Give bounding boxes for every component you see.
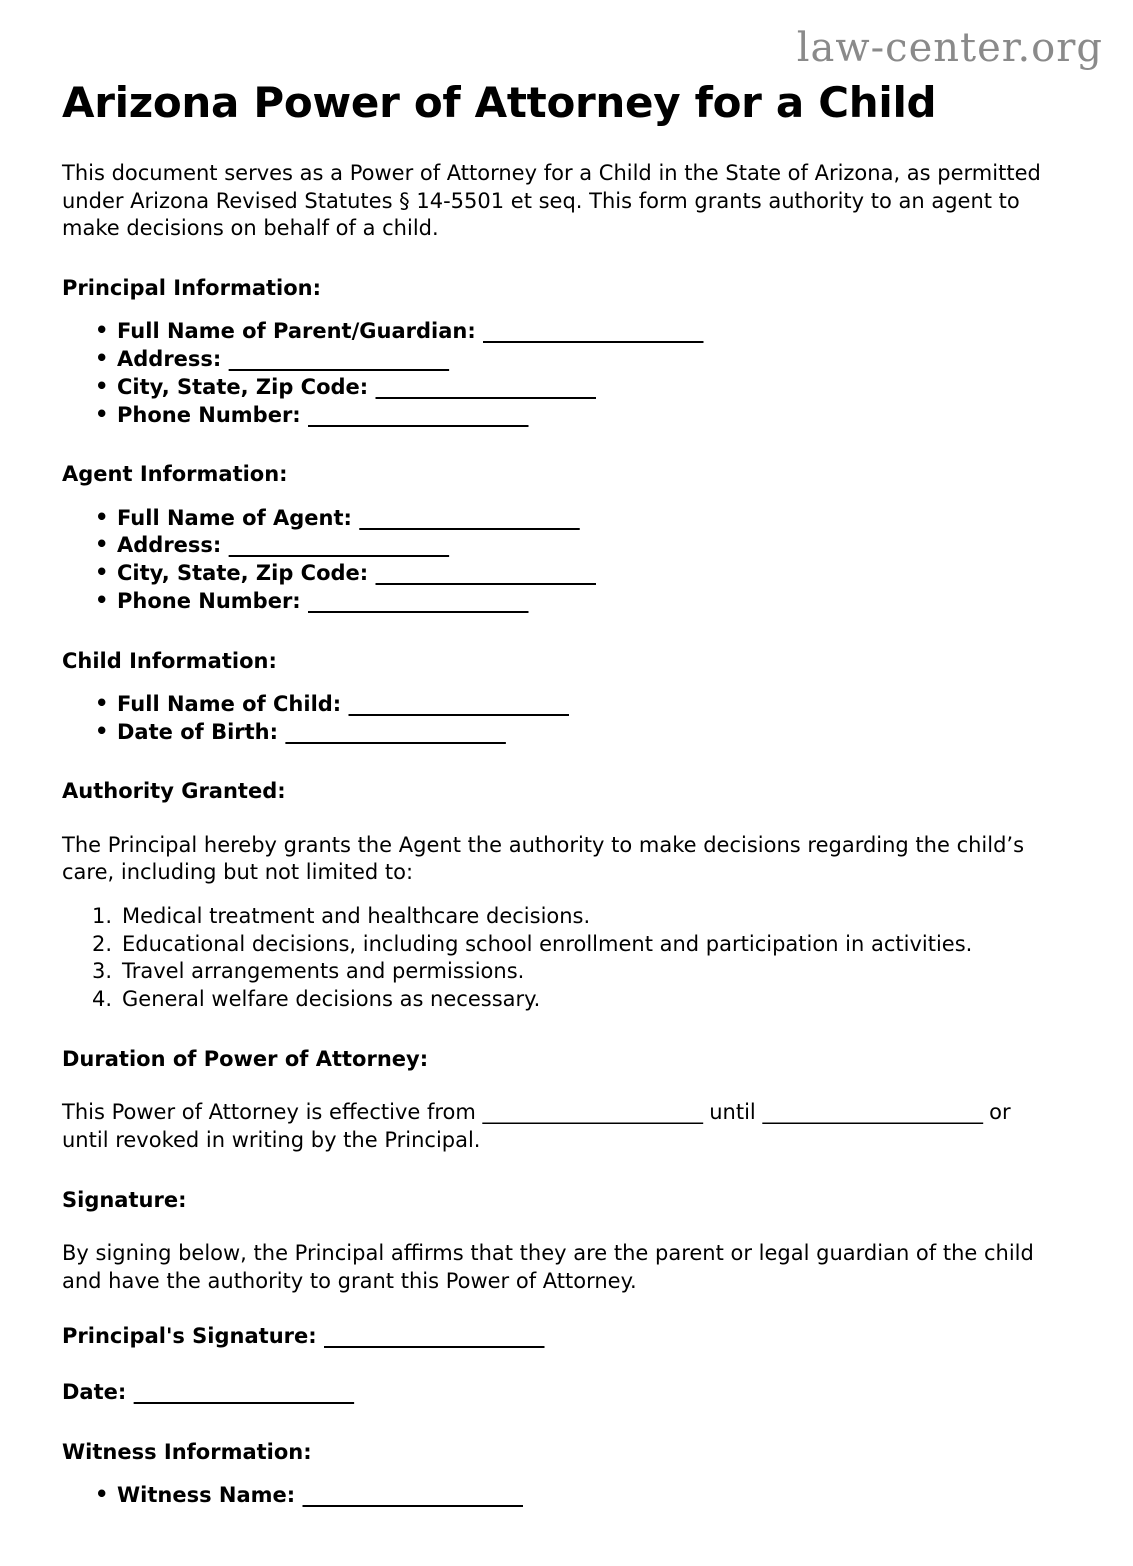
- list-item: [95, 532, 1050, 560]
- duration-text-part2: until: [709, 1100, 756, 1125]
- list-item: [95, 374, 1050, 402]
- agent-information-field-list: [62, 489, 1050, 616]
- list-item: Educational decisions, including school enrollment and participation in activities.: [122, 931, 973, 956]
- authority-granted-list: [62, 887, 1050, 1014]
- list-item: [95, 560, 1050, 588]
- signature-paragraph: By signing below, the Principal affirms that they are the parent or legal guardian of the child and have the authority to grant this Power of Attorney.: [62, 1240, 1034, 1293]
- section-heading-signature: Signature:: [62, 1187, 187, 1212]
- section-heading-child-information: Child Information:: [62, 648, 277, 673]
- section-heading-duration: Duration of Power of Attorney:: [62, 1046, 429, 1071]
- field-label: Full Name of Child:: [117, 691, 342, 716]
- section-heading-principal-information: Principal Information:: [62, 276, 322, 301]
- duration-start-blank[interactable]: ______________________: [482, 1100, 703, 1125]
- date-label: Date:: [62, 1380, 127, 1405]
- list-item: [95, 505, 1050, 533]
- bottom-spacer: [62, 1510, 1050, 1566]
- section-heading-authority-granted: Authority Granted:: [62, 779, 286, 804]
- section-heading-witness-information: Witness Information:: [62, 1439, 312, 1464]
- list-item: [95, 691, 1050, 719]
- field-blank[interactable]: ______________________: [359, 505, 580, 530]
- list-item: Medical treatment and healthcare decisions.: [122, 904, 591, 928]
- list-item: [95, 1482, 1050, 1510]
- list-item: General welfare decisions as necessary.: [122, 987, 541, 1012]
- list-item: [95, 346, 1050, 374]
- section-heading-agent-information: Agent Information:: [62, 462, 288, 487]
- principal-signature-label: Principal's Signature:: [62, 1324, 317, 1349]
- duration-text-part3: or until revoked in writing by the Principal.: [62, 1100, 1011, 1152]
- list-item: Travel arrangements and permissions.: [122, 959, 525, 984]
- field-blank[interactable]: ______________________: [228, 533, 449, 558]
- site-watermark: law-center.org: [796, 25, 1103, 71]
- child-information-field-list: [62, 675, 1050, 746]
- field-label: Full Name of Agent:: [117, 505, 352, 530]
- field-label: City, State, Zip Code:: [117, 561, 369, 586]
- field-blank[interactable]: ______________________: [308, 588, 529, 613]
- field-label: Full Name of Parent/Guardian:: [117, 319, 476, 344]
- duration-paragraph: [62, 1073, 1050, 1154]
- principal-signature-blank[interactable]: ______________________: [323, 1324, 544, 1349]
- field-blank[interactable]: ______________________: [483, 319, 704, 344]
- field-blank[interactable]: ______________________: [348, 691, 569, 716]
- field-label: Address:: [117, 533, 222, 558]
- field-blank[interactable]: ______________________: [375, 374, 596, 399]
- intro-paragraph: This document serves as a Power of Attorney for a Child in the State of Arizona, as permitted under Arizona Revised Statutes § 14-5501 et seq. This form grants authority to an agent to make decisions on behalf of a child.: [62, 161, 1041, 241]
- field-blank[interactable]: ______________________: [308, 402, 529, 427]
- field-label: Date of Birth:: [117, 719, 279, 744]
- authority-intro-paragraph: The Principal hereby grants the Agent the authority to make decisions regarding the child’s care, including but not limited to:: [62, 832, 1025, 885]
- field-label: City, State, Zip Code:: [117, 374, 369, 399]
- witness-information-field-list: [62, 1466, 1050, 1510]
- field-blank[interactable]: ______________________: [228, 347, 449, 372]
- date-line: [62, 1351, 1050, 1407]
- principal-information-field-list: [62, 302, 1050, 429]
- field-label: Phone Number:: [117, 588, 301, 613]
- field-label: Address:: [117, 347, 222, 372]
- principal-signature-line: [62, 1295, 1050, 1351]
- date-blank[interactable]: ______________________: [133, 1380, 354, 1405]
- duration-end-blank[interactable]: ______________________: [762, 1100, 983, 1125]
- field-blank[interactable]: ______________________: [285, 719, 506, 744]
- field-blank[interactable]: ______________________: [302, 1483, 523, 1508]
- list-item: [95, 719, 1050, 747]
- duration-text-part1: This Power of Attorney is effective from: [62, 1100, 476, 1125]
- field-label: Phone Number:: [117, 402, 301, 427]
- list-item: [95, 588, 1050, 616]
- field-blank[interactable]: ______________________: [375, 561, 596, 586]
- list-item: [95, 318, 1050, 346]
- list-item: [95, 402, 1050, 430]
- page-title: Arizona Power of Attorney for a Child: [62, 78, 937, 127]
- field-label: Witness Name:: [117, 1483, 296, 1508]
